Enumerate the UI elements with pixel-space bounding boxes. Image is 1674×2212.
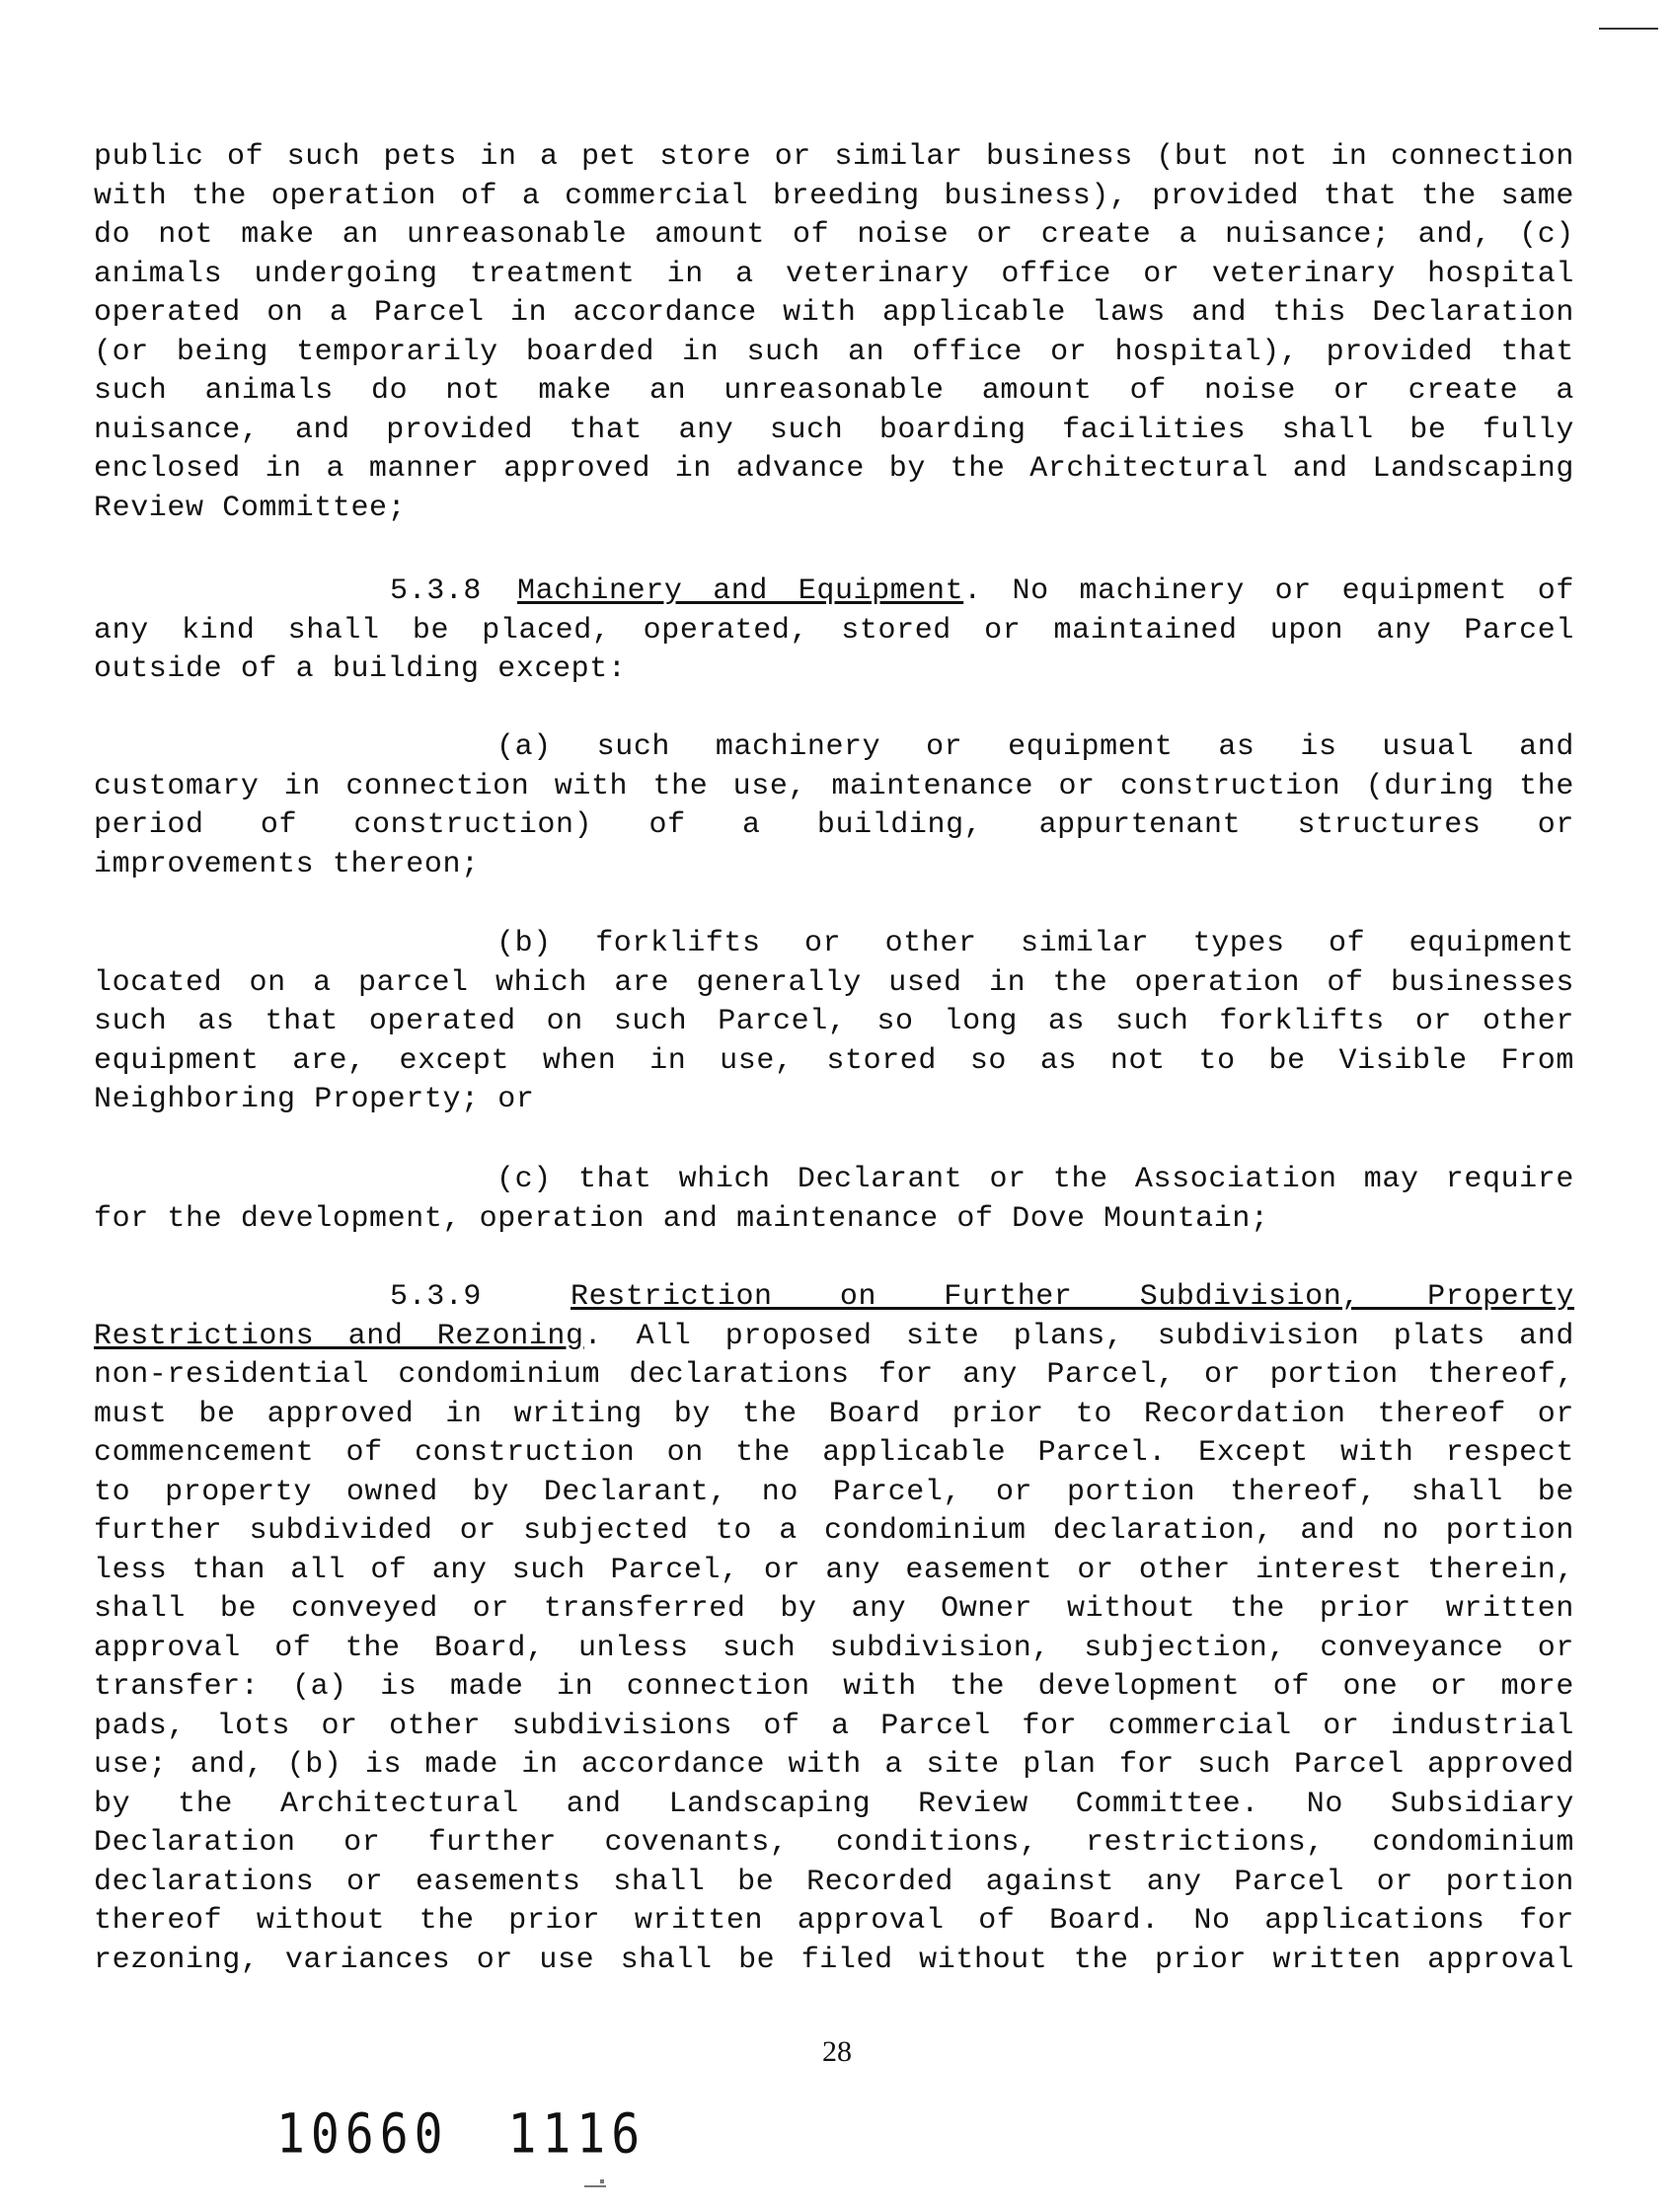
text-line: outside of a building except: (94, 652, 627, 686)
text-line: by the Architectural and Landscaping Review Committee. No Subsidiary (94, 1787, 1574, 1821)
text-line: operated on a Parcel in accordance with applicable laws and this Declaration (94, 296, 1574, 330)
section-heading: Restriction on Further Subdivision, Property (571, 1280, 1574, 1314)
text-line: such as that operated on such Parcel, so long as such forklifts or other (94, 1005, 1574, 1038)
text-line: for the development, operation and maintenance of Dove Mountain; (94, 1201, 1269, 1236)
text-line: further subdivided or subjected to a condominium declaration, and no portion (94, 1514, 1574, 1548)
section-5-3-8 (94, 572, 1574, 690)
list-item-b (94, 925, 1574, 1120)
text-line: thereof without the prior written approval of Board. No applications for (94, 1904, 1574, 1938)
text-line: any kind shall be placed, operated, stored or maintained upon any Parcel (94, 613, 1574, 648)
list-item-c (94, 1161, 1574, 1239)
text-line: transfer: (a) is made in connection with the development of one or more (94, 1670, 1574, 1704)
text-line: enclosed in a manner approved in advance by the Architectural and Landscaping (94, 452, 1574, 486)
text-line: use; and, (b) is made in accordance with a site plan for such Parcel approved (94, 1748, 1574, 1782)
top-right-rule (1599, 28, 1658, 30)
text-line: public of such pets in a pet store or similar business (but not in connection (94, 140, 1574, 174)
text-line: declarations or easements shall be Recorded against any Parcel or portion (94, 1865, 1574, 1899)
text-line: Neighboring Property; or (94, 1083, 535, 1116)
text-line: less than all of any such Parcel, or any easement or other interest therein, (94, 1553, 1574, 1587)
section-heading: Machinery and Equipment (517, 574, 964, 608)
text-line: pads, lots or other subdivisions of a Parcel for commercial or industrial (94, 1709, 1574, 1743)
text-line: located on a parcel which are generally used in the operation of businesses (94, 965, 1574, 1000)
scan-speck (584, 2185, 606, 2187)
docket-book: 10660 (276, 2102, 449, 2167)
text-line: equipment are, except when in use, stored so as not to be Visible From (94, 1043, 1574, 1078)
docket-page: 1116 (507, 2102, 647, 2167)
paragraph-pets-continuation (94, 138, 1574, 528)
page-number: 28 (822, 2035, 852, 2068)
text-line: do not make an unreasonable amount of noise or create a nuisance; and, (c) (94, 218, 1574, 252)
text-line: Declaration or further covenants, conditions, restrictions, condominium (94, 1826, 1574, 1860)
list-item-first-line: (c) that which Declarant or the Association may require (496, 1163, 1574, 1196)
text-line: with the operation of a commercial breeding business), provided that the same (94, 179, 1574, 213)
section-number: 5.3.9 (390, 1280, 483, 1314)
section-heading-continued: Restrictions and Rezoning (94, 1319, 584, 1353)
heading-line-rest: . All proposed site plans, subdivision plats and (583, 1319, 1574, 1353)
heading-line-rest: . No machinery or equipment of (963, 574, 1575, 608)
docket-stamp (276, 2102, 646, 2166)
text-line: Review Committee; (94, 491, 407, 525)
text-line: approval of the Board, unless such subdivision, subjection, conveyance or (94, 1631, 1574, 1665)
scan-speck (600, 2179, 604, 2183)
section-heading-line-2 (94, 1318, 1574, 1357)
text-line: such animals do not make an unreasonable amount of noise or create a (94, 374, 1574, 408)
section-5-3-9 (94, 1278, 1574, 1980)
text-line: must be approved in writing by the Board prior to Recordation thereof or (94, 1397, 1574, 1431)
text-line: period of construction) of a building, appurtenant structures or (94, 808, 1574, 842)
text-line: customary in connection with the use, maintenance or construction (during the (94, 769, 1574, 803)
text-line: shall be conveyed or transferred by any Owner without the prior written (94, 1592, 1574, 1626)
text-line: nuisance, and provided that any such boarding facilities shall be fully (94, 413, 1574, 447)
section-heading-line (94, 572, 1574, 612)
list-item-first-line: (a) such machinery or equipment as is usual and (496, 730, 1574, 764)
list-item-first-line: (b) forklifts or other similar types of equipment (496, 927, 1574, 960)
section-number: 5.3.8 (390, 574, 483, 608)
text-line: non-residential condominium declarations for any Parcel, or portion thereof, (94, 1358, 1574, 1392)
text-line: to property owned by Declarant, no Parcel, or portion thereof, shall be (94, 1475, 1574, 1509)
list-item-a (94, 728, 1574, 884)
text-line: commencement of construction on the applicable Parcel. Except with respect (94, 1436, 1574, 1470)
text-line: animals undergoing treatment in a veterinary office or veterinary hospital (94, 257, 1574, 291)
text-line: rezoning, variances or use shall be filed without the prior written approval (94, 1943, 1574, 1977)
section-heading-line (94, 1278, 1574, 1318)
text-line: improvements thereon; (94, 847, 480, 881)
text-line: (or being temporarily boarded in such an office or hospital), provided that (94, 335, 1574, 369)
